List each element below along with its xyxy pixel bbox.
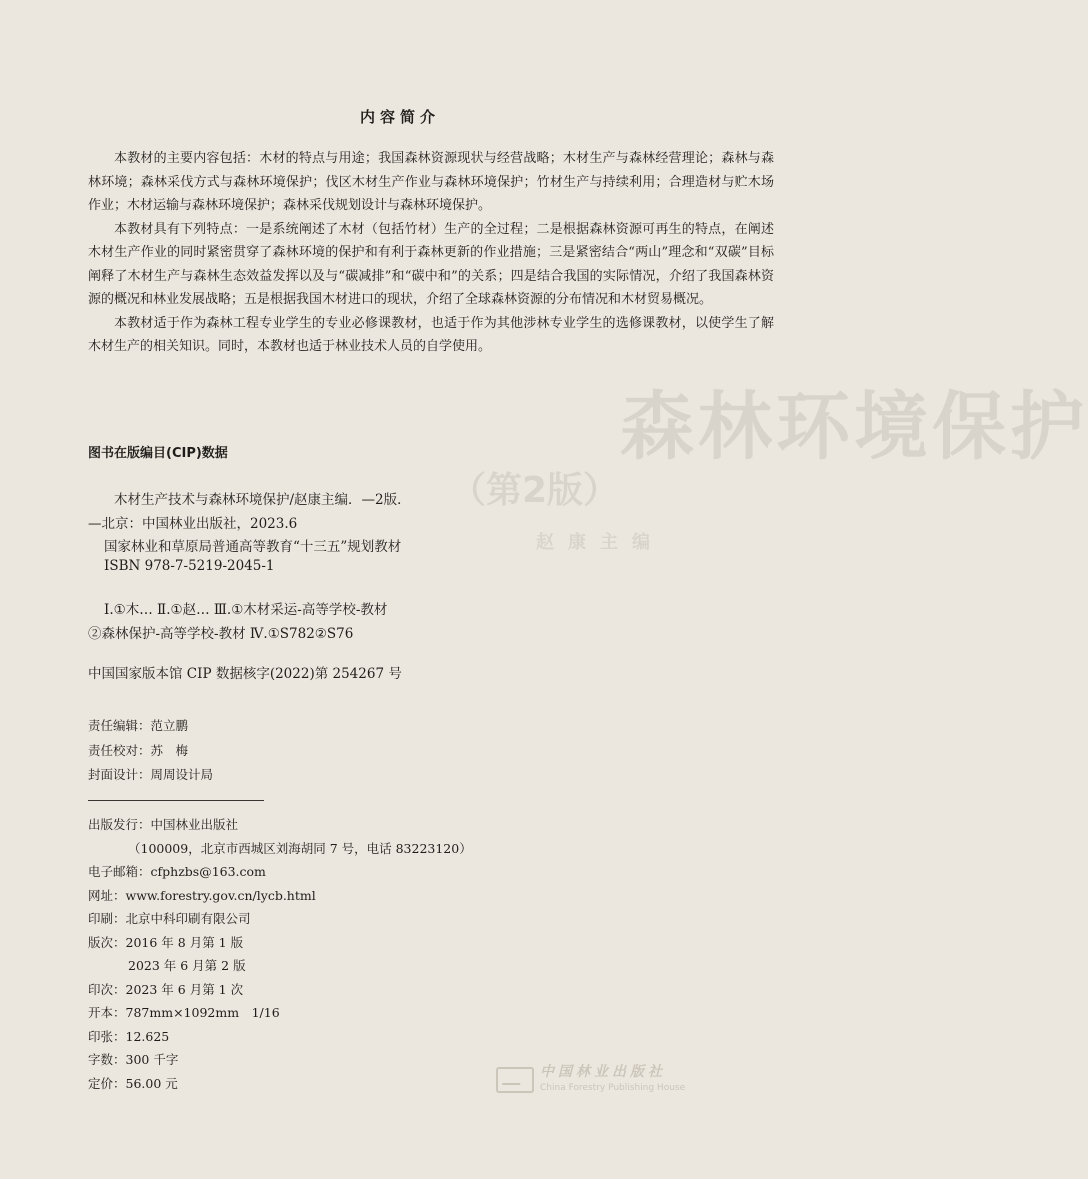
credit-row <box>88 714 213 739</box>
sheets-label: 印张： <box>88 1028 126 1044</box>
show-through-watermark: 森林环境保护 <box>620 384 1088 470</box>
show-through-watermark: 赵康主编 <box>536 532 664 553</box>
content-summary <box>88 147 774 359</box>
print-row <box>88 978 472 1002</box>
credit-label: 封面设计： <box>88 767 151 782</box>
publisher-label: 出版发行： <box>88 817 151 832</box>
cip-number-line: 中国国家版本馆 CIP 数据核字(2022)第 254267 号 <box>88 666 402 682</box>
price-row <box>88 1072 472 1096</box>
print-value: 2023 年 6 月第 1 次 <box>125 981 244 997</box>
cip-series-line: 国家林业和草原局普通高等教育“十三五”规划教材 <box>104 539 402 555</box>
credit-label: 责任校对： <box>88 742 151 758</box>
words-row <box>88 1048 472 1072</box>
sheets-value: 12.625 <box>125 1028 170 1044</box>
edition-row: 2023 年 6 月第 2 版 <box>128 958 246 973</box>
price-label: 定价： <box>88 1075 126 1091</box>
printer-row <box>88 907 472 931</box>
publisher-logo <box>496 1064 685 1096</box>
website-value: www.forestry.gov.cn/lycb.html <box>125 887 316 903</box>
email-label: 电子邮箱： <box>88 864 151 879</box>
credit-value: 苏 梅 <box>150 742 189 758</box>
format-row <box>88 1001 472 1025</box>
cip-class-line: Ⅰ.①木… Ⅱ.①赵… Ⅲ.①木材采运-高等学校-教材 <box>104 602 388 618</box>
cip-class-line: ②森林保护-高等学校-教材 Ⅳ.①S782②S76 <box>88 626 354 642</box>
cip-title-line: 木材生产技术与森林环境保护/赵康主编．—2版． <box>114 492 411 508</box>
divider <box>88 800 264 801</box>
summary-paragraph: 本教材适于作为森林工程专业学生的专业必修课教材，也适于作为其他涉林专业学生的选修课教材，以使学生了解木材生产的相关知识。同时，本教材也适于林业技术人员的自学使用。 <box>88 315 774 354</box>
words-value: 300 千字 <box>125 1052 179 1067</box>
credit-label: 责任编辑： <box>88 718 151 733</box>
credit-row <box>88 763 213 788</box>
publisher-row <box>88 813 472 837</box>
publisher-logo-text <box>540 1064 685 1096</box>
edition-value: 2016 年 8 月第 1 版 <box>125 934 244 950</box>
publisher-value: 中国林业出版社 <box>150 817 239 832</box>
print-label: 印次： <box>88 981 126 997</box>
format-value: 787mm×1092mm 1/16 <box>125 1005 280 1020</box>
format-label: 开本： <box>88 1005 126 1020</box>
logo-english: China Forestry Publishing House <box>540 1083 686 1093</box>
credit-value: 周周设计局 <box>150 767 214 782</box>
website-label: 网址： <box>88 887 126 903</box>
summary-paragraph: 本教材具有下列特点：一是系统阐述了木材（包括竹材）生产的全过程；二是根据森林资源可再生的特点，在阐述木材生产作业的同时紧密贯穿了森林环境的保护和有利于森林更新的作业措施；三是紧密结合“两山”理念和“双碳”目标阐释了木材生产与森林生态效益发挥以及与“碳减排”和“碳中和”的关系；四是结合我国的实际情况，介绍了我国森林资源的概况和林业发展战略；五是根据我国木材进口的现状，介绍了全球森林资源的分布情况和木材贸易概况。 <box>88 221 774 307</box>
edition-label: 版次： <box>88 934 126 950</box>
sheets-row <box>88 1025 472 1049</box>
publisher-mark-icon <box>496 1067 534 1093</box>
printer-label: 印刷： <box>88 911 126 926</box>
price-value: 56.00 元 <box>125 1075 178 1091</box>
cip-heading: 图书在版编目(CIP)数据 <box>88 446 228 461</box>
credit-row <box>88 739 213 764</box>
cip-isbn-line: ISBN 978-7-5219-2045-1 <box>104 558 275 574</box>
logo-chinese: 中国林业出版社 <box>540 1064 666 1080</box>
website-row <box>88 884 472 908</box>
email-row <box>88 860 472 884</box>
credit-value: 范立鹏 <box>150 718 189 733</box>
editorial-credits <box>88 714 213 788</box>
summary-paragraph: 本教材的主要内容包括：木材的特点与用途；我国森林资源现状与经营战略；木材生产与森林经营理论；森林与森林环境；森林采伐方式与森林环境保护；伐区木材生产作业与森林环境保护；竹材生产与持续利用；合理造材与贮木场作业；木材运输与森林环境保护；森林采伐规划设计与森林环境保护。 <box>88 151 774 213</box>
words-label: 字数： <box>88 1052 126 1067</box>
edition-row <box>88 931 472 955</box>
publication-info <box>88 813 472 1095</box>
printer-value: 北京中科印刷有限公司 <box>125 911 251 926</box>
page-title: 内容简介 <box>359 108 440 126</box>
show-through-watermark: （第2版） <box>450 470 620 511</box>
cip-imprint-line: —北京：中国林业出版社，2023.6 <box>88 516 298 532</box>
address-row: （100009，北京市西城区刘海胡同 7 号，电话 83223120） <box>128 840 472 856</box>
email-value: cfphzbs@163.com <box>150 864 266 879</box>
